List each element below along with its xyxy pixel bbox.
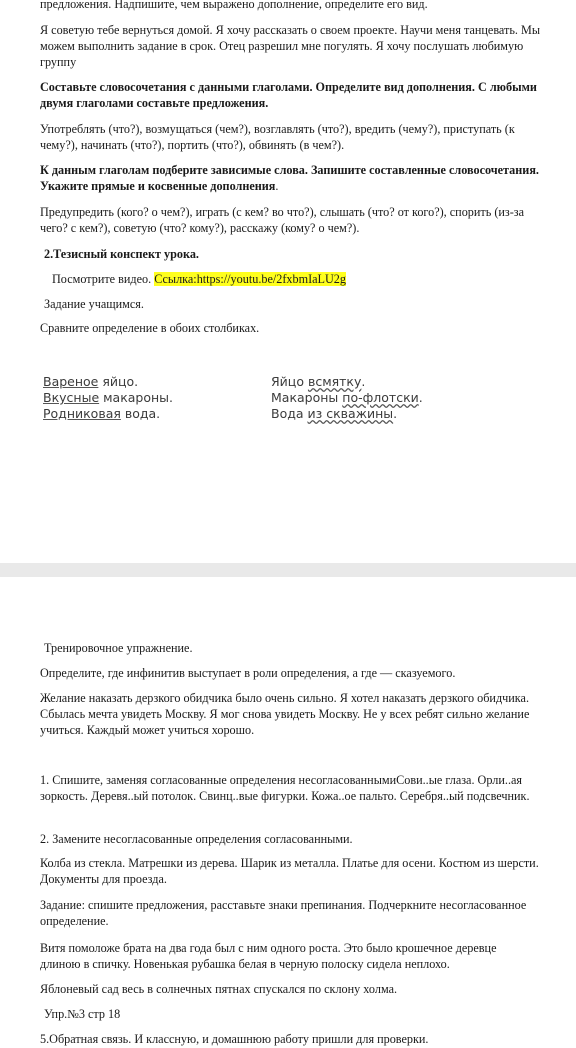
examples-paragraph: Желание наказать дерзкого обидчика было очень сильно. Я хотел наказать дерзкого обидчика. Сбылась мечта увидеть Москву. Я мог снова увидеть Москву. Не у всех ребят сильно желание учиться. Каждый может учиться хорошо. xyxy=(40,691,530,737)
task-heading-1: Составьте словосочетания с данными глаголами. Определите вид дополнения. С любыми двумя глаголами составьте предложения. xyxy=(40,80,537,110)
right-row-1-end: . xyxy=(361,374,366,389)
video-link[interactable]: Ссылка:https://youtu.be/2fxbmIaLU2g xyxy=(154,272,346,286)
assignment-label: Задание учащимся. xyxy=(44,297,144,311)
document-page-2 xyxy=(0,577,576,1048)
right-row-3-noun: Вода xyxy=(271,406,308,421)
task-heading-2-period: . xyxy=(275,179,279,193)
left-row-3-def: Родниковая xyxy=(43,406,121,421)
right-row-3 xyxy=(271,406,423,422)
exercise-1: 1. Спишите, заменяя согласованные определения несогласованнымиСови..ые глаза. Орли..ая зоркость. Деревя..ый потолок. Свинц..вые фигурки. Кожа..ое пальто. Серебря..ый подсвечник. xyxy=(40,773,530,803)
left-row-1-def: Вареное xyxy=(43,374,99,389)
exercise-reference: Упр.№3 стр 18 xyxy=(44,1007,121,1021)
determine-instruction: Определите, где инфинитив выступает в роли определения, а где — сказуемого. xyxy=(40,666,456,680)
right-row-1 xyxy=(271,374,423,390)
left-column xyxy=(43,374,173,422)
right-row-3-def: из скважины xyxy=(307,406,394,421)
feedback-line: 5.Обратная связь. И классную, и домашнюю работу пришли для проверки. xyxy=(40,1032,429,1046)
right-row-2-def: по-флотски xyxy=(342,390,419,405)
exercise-2-items: Колба из стекла. Матрешки из дерева. Шарик из металла. Платье для осени. Костюм из шерсти. Документы для проезда. xyxy=(40,856,539,886)
verbs-list-2: Предупредить (кого? о чем?), играть (с кем? во что?), слышать (что? от кого?), спорить (из-за чего? с кем?), советую (что? кому?), расскажу (кому? о чем?). xyxy=(40,205,525,235)
video-line xyxy=(52,271,552,287)
left-row-2-noun: макароны. xyxy=(99,390,174,405)
section-heading-2: 2.Тезисный конспект урока. xyxy=(44,247,199,261)
right-row-3-end: . xyxy=(393,406,398,421)
left-row-2 xyxy=(43,390,173,406)
right-row-2-end: . xyxy=(418,390,423,405)
right-row-1-noun: Яйцо xyxy=(271,374,308,389)
training-heading: Тренировочное упражнение. xyxy=(44,641,193,655)
left-row-2-def: Вкусные xyxy=(43,390,100,405)
right-row-1-def: всмятку xyxy=(307,374,362,389)
left-row-1-noun: яйцо. xyxy=(98,374,139,389)
right-row-2-noun: Макароны xyxy=(271,390,343,405)
left-row-3-noun: вода. xyxy=(120,406,161,421)
sentences-1: Витя помоложе брата на два года был с ним одного роста. Это было крошечное деревце длиною в спичку. Новенькая рубашка белая в черную полоску сидела неплохо. xyxy=(40,941,497,971)
top-line: предложения. Надпишите, чем выражено дополнение, определите его вид. xyxy=(40,0,428,11)
verbs-list-1: Употреблять (что?), возмущаться (чем?), возглавлять (что?), вредить (чему?), приступать (к чему?), начинать (что?), портить (что?), обвинять (в чем?). xyxy=(40,122,515,152)
right-column xyxy=(271,374,423,422)
left-row-3 xyxy=(43,406,173,422)
task-heading-2-text: К данным глаголам подберите зависимые слова. Запишите составленные словосочетания. Укажите прямые и косвенные дополнения xyxy=(40,163,539,193)
sentences-paragraph: Я советую тебе вернуться домой. Я хочу рассказать о своем проекте. Научи меня танцевать. Мы можем выполнить задание в срок. Отец разрешил мне погулять. Я хочу послушать любимую группу xyxy=(40,23,541,69)
sentences-2: Яблоневый сад весь в солнечных пятнах спускался по склону холма. xyxy=(40,982,398,996)
task-heading-2 xyxy=(40,162,540,194)
right-row-2 xyxy=(271,390,423,406)
page-separator xyxy=(0,563,576,577)
exercise-2: 2. Замените несогласованные определения согласованными. xyxy=(40,832,353,846)
compare-instruction: Сравните определение в обоих столбиках. xyxy=(40,321,260,335)
left-row-1 xyxy=(43,374,173,390)
task-3: Задание: спишите предложения, расставьте знаки препинания. Подчеркните несогласованное определение. xyxy=(40,898,527,928)
video-prefix: Посмотрите видео. xyxy=(52,272,155,286)
